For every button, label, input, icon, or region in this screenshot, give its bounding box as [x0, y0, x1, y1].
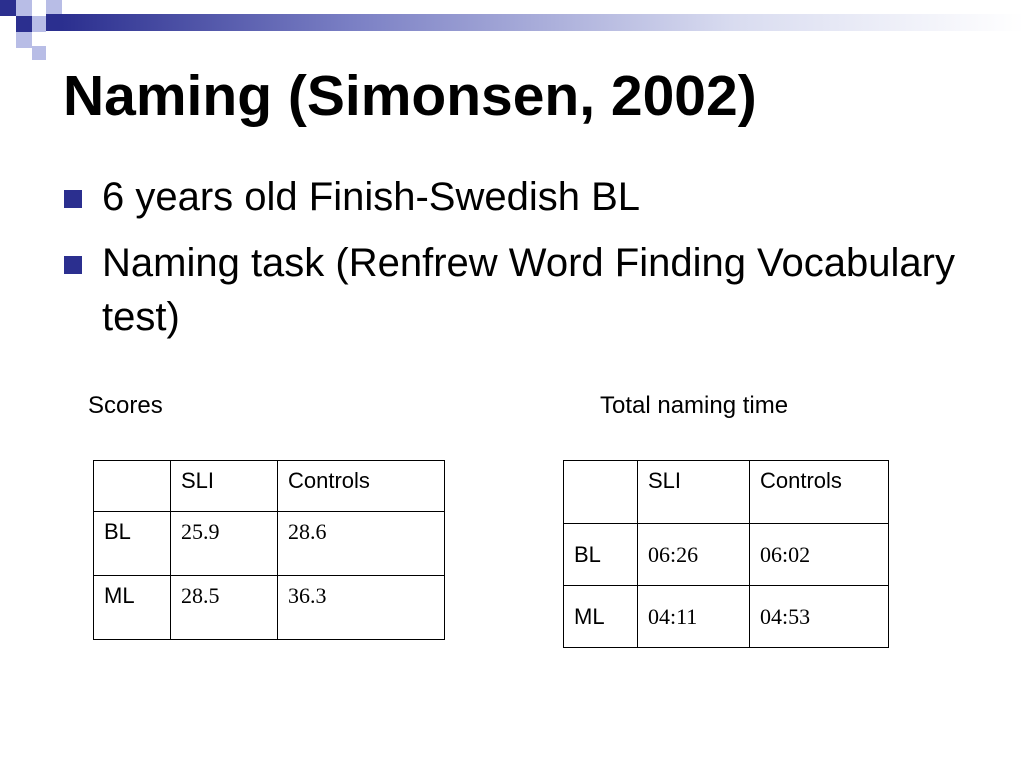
value-cell: 25.9	[171, 512, 278, 576]
square-bullet-icon	[64, 190, 82, 208]
table-header-row	[94, 461, 445, 512]
decor-square	[16, 0, 32, 16]
header-cell	[94, 461, 171, 512]
decor-square	[32, 16, 46, 32]
value-cell: 04:53	[750, 586, 889, 648]
table-row	[94, 512, 445, 576]
bullet-item	[64, 236, 964, 344]
naming-time-label: Total naming time	[600, 392, 789, 419]
decor-square	[16, 16, 32, 32]
bullet-list	[64, 170, 964, 356]
row-label-cell: BL	[94, 512, 171, 576]
row-label-cell: ML	[94, 576, 171, 640]
header-cell	[564, 461, 638, 524]
table-row	[564, 586, 889, 648]
value-cell: 28.5	[171, 576, 278, 640]
row-label-cell: BL	[564, 524, 638, 586]
header-cell: Controls	[750, 461, 889, 524]
bullet-text: 6 years old Finish-Swedish BL	[102, 175, 641, 219]
scores-label: Scores	[88, 392, 163, 419]
value-cell: 28.6	[278, 512, 445, 576]
decor-square	[16, 32, 32, 48]
square-bullet-icon	[64, 256, 82, 274]
header-gradient-bar	[62, 14, 1024, 31]
bullet-text: Naming task (Renfrew Word Finding Vocabulary test)	[102, 241, 955, 339]
header-cell: SLI	[638, 461, 750, 524]
naming-time-table	[563, 460, 889, 648]
table-header-row	[564, 461, 889, 524]
header-cell: SLI	[171, 461, 278, 512]
table-row	[94, 576, 445, 640]
value-cell: 36.3	[278, 576, 445, 640]
value-cell: 04:11	[638, 586, 750, 648]
slide-title: Naming (Simonsen, 2002)	[63, 64, 757, 128]
decor-square	[0, 0, 16, 16]
scores-table	[93, 460, 445, 640]
decor-square	[46, 14, 62, 31]
value-cell: 06:02	[750, 524, 889, 586]
header-cell: Controls	[278, 461, 445, 512]
table-row	[564, 524, 889, 586]
bullet-item	[64, 170, 964, 224]
decor-square	[32, 46, 46, 60]
row-label-cell: ML	[564, 586, 638, 648]
value-cell: 06:26	[638, 524, 750, 586]
